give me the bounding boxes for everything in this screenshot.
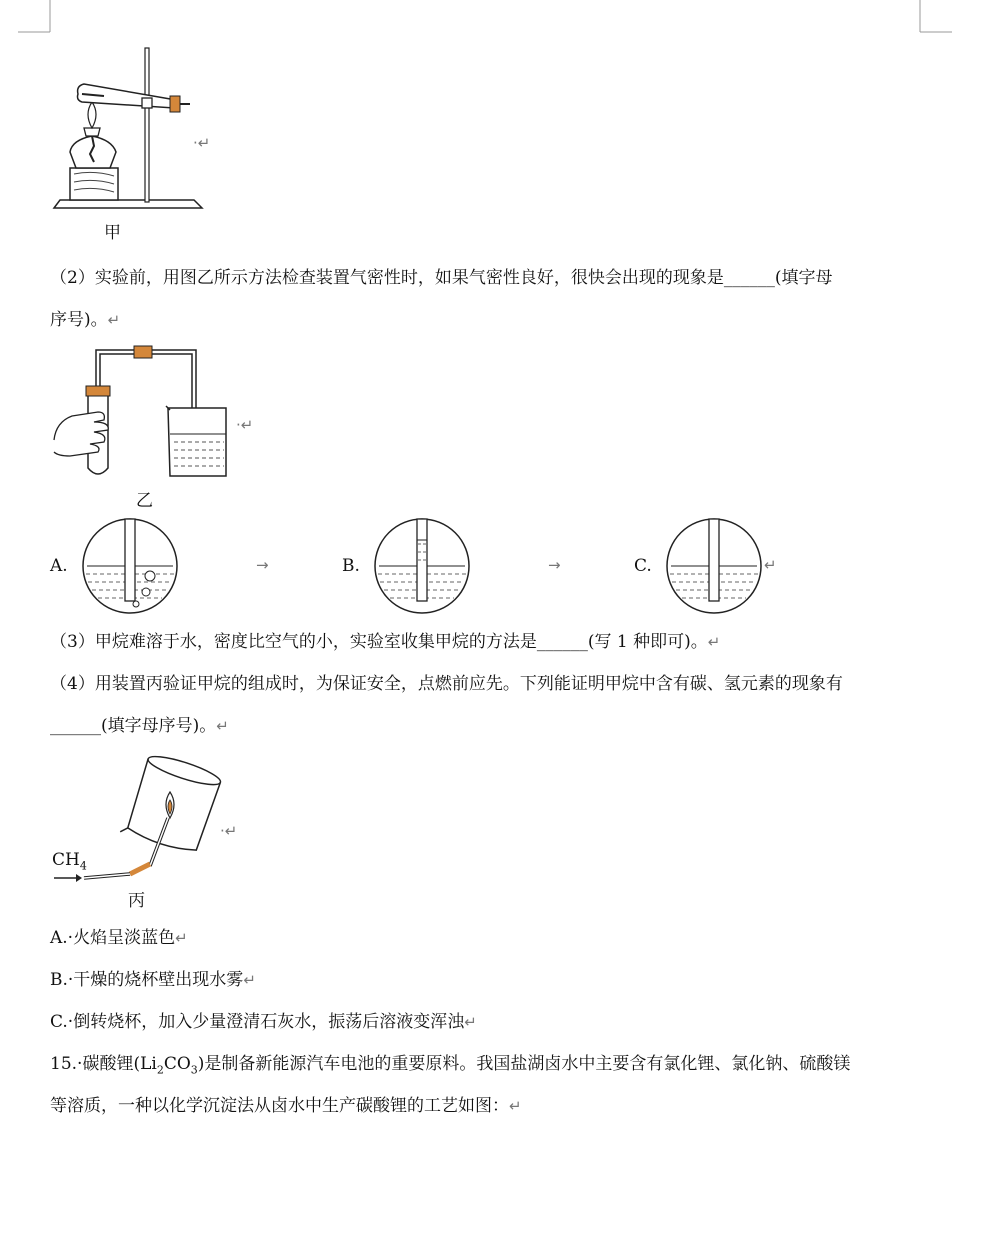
question-15-text: 等溶质，一种以化学沉淀法从卤水中生产碳酸锂的工艺如图：	[50, 1096, 509, 1116]
question-3-text: （3）甲烷难溶于水，密度比空气的小，实验室收集甲烷的方法是______(写 1 种即可)。	[50, 632, 708, 652]
figure-yi-caption: 乙	[136, 491, 153, 511]
ch4-label	[52, 850, 87, 872]
option-c-diagram	[664, 516, 764, 616]
question-4-line1: （4）用装置丙验证甲烷的组成时，为保证安全，点燃前应先。下列能证明甲烷中含有碳、氢元素的现象有	[50, 674, 843, 694]
ch4-subscript: 4	[79, 859, 87, 873]
para-mark: ↵	[464, 1013, 477, 1031]
q4-option-a	[50, 928, 188, 948]
para-mark: ↵	[216, 717, 229, 735]
question-2-line1: （2）实验前，用图乙所示方法检查装置气密性时，如果气密性良好，很快会出现的现象是______(填字母	[50, 268, 833, 288]
question-15-line1	[50, 1054, 850, 1080]
question-4-line2	[50, 716, 229, 736]
question-3	[50, 632, 720, 652]
figure-jia-apparatus	[48, 44, 198, 214]
option-a-label: A.	[50, 556, 68, 576]
figure-bing-caption: 丙	[128, 891, 145, 911]
option-c-label: C.	[634, 556, 652, 576]
para-mark: ↵	[764, 556, 777, 574]
para-mark: ·↵	[236, 416, 254, 434]
q4-option-a-text: A.·火焰呈淡蓝色	[50, 928, 176, 948]
para-mark: ↵	[243, 971, 256, 989]
q4-option-b	[50, 970, 256, 990]
q4-option-c	[50, 1012, 477, 1032]
question-2-text: 序号)。	[50, 310, 108, 330]
question-15-part1: 碳酸锂(Li	[82, 1054, 157, 1074]
question-15-part3: )是制备新能源汽车电池的重要原料。我国盐湖卤水中主要含有氯化锂、氯化钠、硫酸镁	[197, 1054, 851, 1074]
figure-yi-apparatus	[50, 344, 240, 484]
para-mark: ↵	[107, 311, 121, 329]
ch4-text: CH	[52, 850, 80, 870]
co3-subscript: 3	[190, 1063, 198, 1077]
li-subscript: 2	[156, 1063, 164, 1077]
arrow-mark: →	[548, 556, 561, 574]
para-mark: ↵	[175, 929, 188, 947]
arrow-mark: →	[256, 556, 269, 574]
question-15-number: 15.·	[50, 1054, 83, 1074]
crop-mark-right	[910, 0, 970, 40]
crop-mark-left	[0, 0, 60, 40]
para-mark: ·↵	[220, 822, 238, 840]
question-4-text: ______(填字母序号)。	[50, 716, 217, 736]
question-15-line2	[50, 1096, 522, 1116]
para-mark: ↵	[509, 1097, 522, 1115]
q4-option-b-text: B.·干燥的烧杯壁出现水雾	[50, 970, 244, 990]
q4-option-c-text: C.·倒转烧杯，加入少量澄清石灰水，振荡后溶液变浑浊	[50, 1012, 465, 1032]
option-b-diagram	[372, 516, 472, 616]
para-mark: ↵	[707, 633, 721, 651]
question-15-part2: CO	[163, 1054, 191, 1074]
option-b-label: B.	[342, 556, 360, 576]
question-2-line2	[50, 310, 120, 330]
figure-jia-caption: 甲	[104, 223, 121, 243]
para-mark: ·↵	[193, 134, 211, 152]
option-a-diagram	[80, 516, 180, 616]
